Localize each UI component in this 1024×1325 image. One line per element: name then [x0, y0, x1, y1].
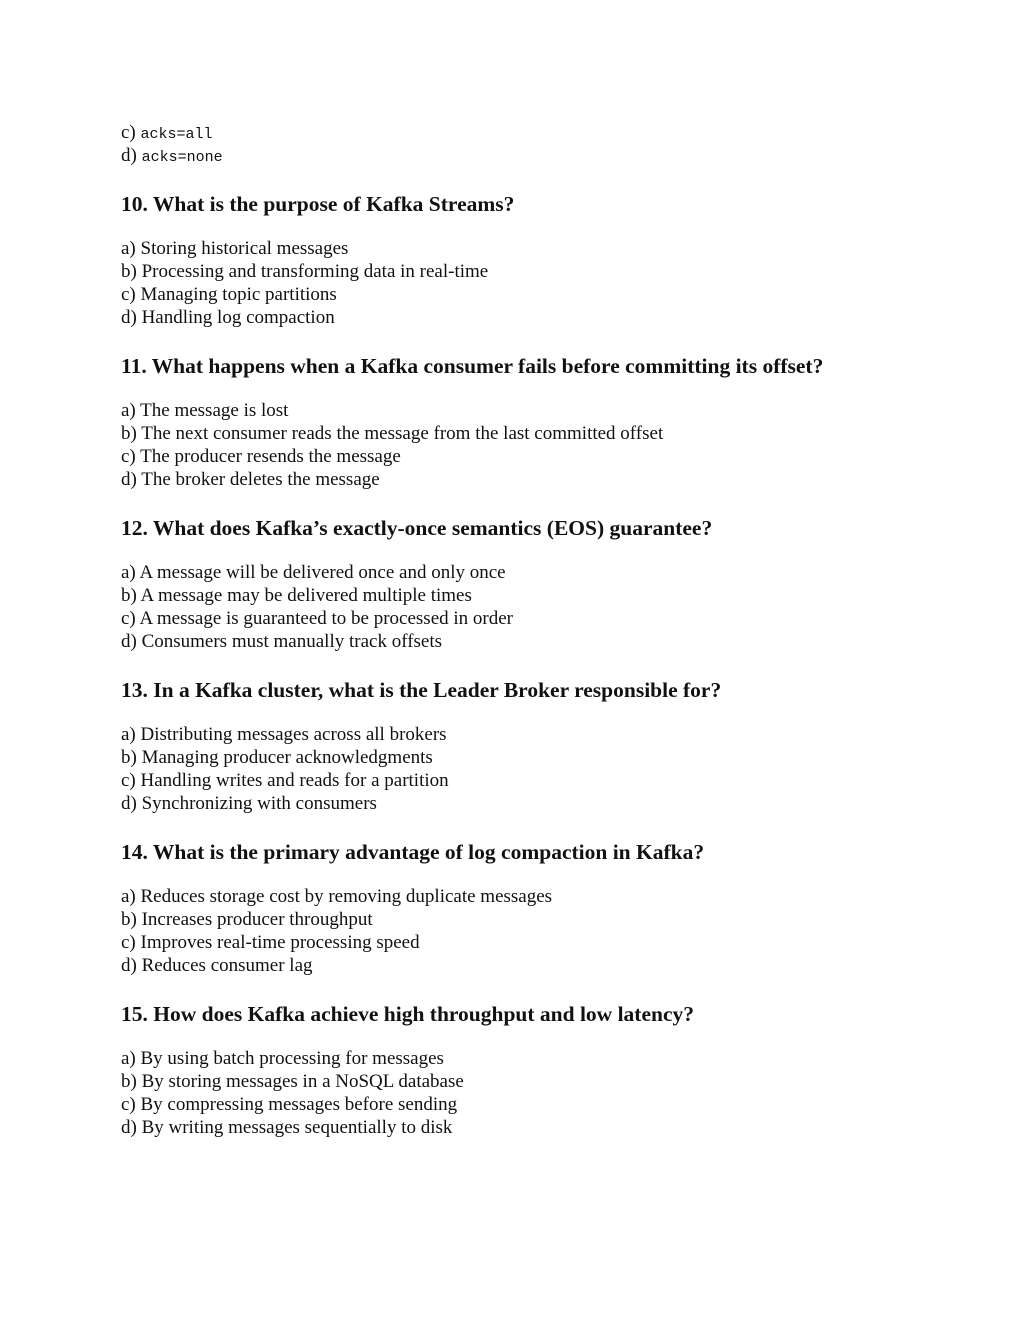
option-code: acks=all [140, 126, 213, 143]
option-d: d) Consumers must manually track offsets [121, 631, 443, 652]
question-12 [121, 515, 921, 653]
question-13 [121, 677, 921, 815]
option-b: b) By storing messages in a NoSQL database [121, 1071, 464, 1092]
option-c: c) The producer resends the message [121, 446, 401, 467]
option-d: d) The broker deletes the message [121, 469, 380, 490]
question-10 [121, 191, 921, 329]
option-code: acks=none [141, 149, 223, 166]
question-title: 15. How does Kafka achieve high throughput and low latency? [121, 1002, 695, 1026]
question-title: 12. What does Kafka’s exactly-once semantics (EOS) guarantee? [121, 516, 713, 540]
option-c: c) By compressing messages before sending [121, 1094, 458, 1115]
option-a: a) A message will be delivered once and only once [121, 562, 506, 583]
option-d: d) Handling log compaction [121, 307, 335, 328]
option-a: a) Reduces storage cost by removing duplicate messages [121, 886, 553, 907]
option-a: a) Storing historical messages [121, 238, 349, 259]
option-b: b) Processing and transforming data in real-time [121, 261, 489, 282]
question-title: 10. What is the purpose of Kafka Streams? [121, 192, 515, 216]
option-b: b) Managing producer acknowledgments [121, 747, 433, 768]
question-11 [121, 353, 921, 491]
option-c: c) Handling writes and reads for a partition [121, 770, 449, 791]
option-d: d) Reduces consumer lag [121, 955, 313, 976]
question-title: 14. What is the primary advantage of log compaction in Kafka? [121, 840, 705, 864]
option-d: d) By writing messages sequentially to disk [121, 1117, 453, 1138]
option-prefix: c) [121, 122, 136, 143]
option-d: d) Synchronizing with consumers [121, 793, 377, 814]
option-b: b) A message may be delivered multiple times [121, 585, 472, 606]
option-b: b) Increases producer throughput [121, 909, 373, 930]
option-c: c) Improves real-time processing speed [121, 932, 420, 953]
question-title: 13. In a Kafka cluster, what is the Leader Broker responsible for? [121, 678, 722, 702]
option-line [121, 121, 921, 144]
option-c: c) Managing topic partitions [121, 284, 337, 305]
option-line [121, 144, 921, 167]
question-14 [121, 839, 921, 977]
option-prefix: d) [121, 145, 137, 166]
leading-options [121, 121, 921, 167]
option-a: a) Distributing messages across all brokers [121, 724, 447, 745]
quiz-content [121, 121, 921, 1139]
option-c: c) A message is guaranteed to be processed in order [121, 608, 514, 629]
question-15 [121, 1001, 921, 1139]
question-title: 11. What happens when a Kafka consumer fails before committing its offset? [121, 354, 824, 378]
option-b: b) The next consumer reads the message from the last committed offset [121, 423, 664, 444]
option-a: a) By using batch processing for messages [121, 1048, 444, 1069]
option-a: a) The message is lost [121, 400, 289, 421]
